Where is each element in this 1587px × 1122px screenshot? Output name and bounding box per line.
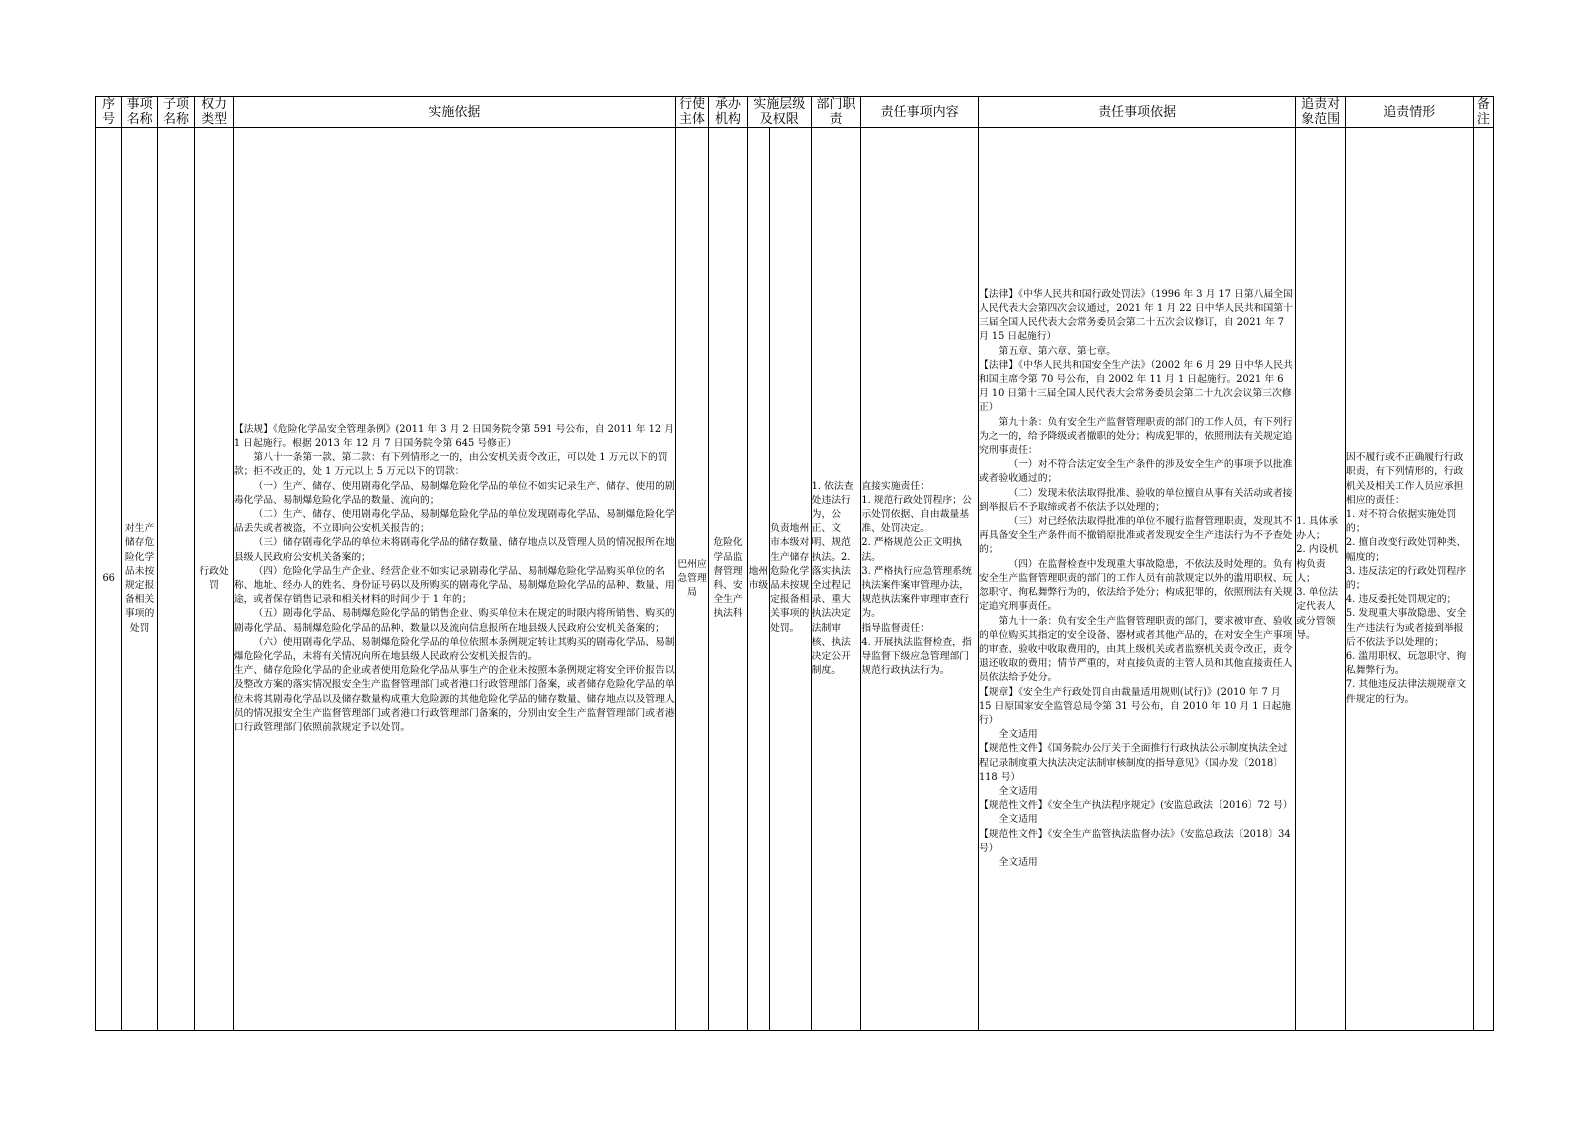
cell-power-type: 行政处罚 (195, 128, 234, 1031)
resp-basis-chapters: 第五章、第六章、第七章。 (998, 345, 1117, 357)
resp-content-line: 3. 严格执行应急管理系统执法案件案审管理办法，规范执法案件审理审查行为。 (861, 565, 972, 620)
resp-basis-law-2: 【法律】《中华人民共和国安全生产法》（2002 年 6 月 29 日中华人民共和国主席令第 70 号公布，自 2002 年 11 月 1 日起施行。2021 年 6 月 10 日第十三届全国人民代表大会常务委员会第二十九次会议第三次修正） (978, 359, 1293, 414)
cell-agency: 危险化学品监督管理科、安全生产执法科 (709, 128, 748, 1031)
cell-resp-content (861, 128, 979, 1031)
basis-item-2: （二）生产、储存、使用剧毒化学品、易制爆危险化学品的单位发现剧毒化学品、易制爆危险化学品丢失或者被盗，不立即向公安机关报告的； (233, 508, 675, 535)
cell-sub-name (157, 128, 195, 1031)
header-subject: 行使主体 (675, 97, 708, 128)
resp-basis-law-1: 【法律】《中华人民共和国行政处罚法》（1996 年 3 月 17 日第八届全国人民代表大会第四次会议通过，2021 年 1 月 22 日中华人民共和国第十三届全国人民代表大会常务委员会第二十五次会议修订，自 2021 年 7 月 15 日起施行） (978, 288, 1293, 343)
header-duty: 部门职责 (811, 97, 861, 128)
cell-item-name: 对生产储存危险化学品未按规定报备相关事项的处罚 (122, 128, 157, 1031)
situation-line: 1. 对不符合依据实施处罚的； (1345, 508, 1457, 535)
resp-basis-doc-1: 【规范性文件】《国务院办公厅关于全面推行行政执法公示制度执法全过程记录制度重大执法决定法制审核制度的指导意见》（国办发〔2018〕118 号） (978, 743, 1288, 783)
responsibility-table (95, 96, 1494, 1031)
resp-basis-item-1: （一）对不符合法定安全生产条件的涉及安全生产的事项予以批准或者验收通过的； (978, 459, 1293, 485)
resp-content-line: 4. 开展执法监督检查，指导监督下级应急管理部门规范行政执法行为。 (861, 636, 972, 677)
cell-subject: 巴州应急管理局 (675, 128, 708, 1031)
basis-item-5: （五）剧毒化学品、易制爆危险化学品的销售企业、购买单位未在规定的时限内将所销售、购买的剧毒化学品、易制爆危险化学品的品种、数量以及流向信息报所在地县级人民政府公安机关备案的； (233, 608, 675, 634)
resp-basis-item-3: （三）对已经依法取得批准的单位不履行监督管理职责，发现其不再具备安全生产条件而不撤销原批准或者发现安全生产违法行为不予查处的； (978, 516, 1293, 556)
situation-line: 因不履行或不正确履行行政职责，有下列情形的，行政机关及相关工作人员应承担相应的责任： (1345, 452, 1464, 506)
resp-content-line: 2. 严格规范公正文明执法。 (861, 537, 962, 563)
basis-item-4: （四）危险化学品生产企业、经营企业不如实记录剧毒化学品、易制爆危险化学品购买单位的名称、地址、经办人的姓名、身份证号码以及所购买的剧毒化学品、易制爆危险化学品的品种、数量、用途，或者保存销售记录和相关材料的时间少于 1 年的； (233, 565, 675, 606)
cell-duty: 1. 依法查处违法行为，公正、文明、规范执法。2. 落实执法全过程记录、重大执法决定法制审核、执法决定公开制度。 (811, 128, 861, 1031)
target-line: 2. 内设机构负责人； (1296, 544, 1339, 584)
basis-item-3: （三）储存剧毒化学品的单位未将剧毒化学品的储存数量、储存地点以及管理人员的情况报所在地县级人民政府公安机关备案的； (233, 537, 675, 563)
resp-content-line: 1. 规范行政处罚程序；公示处罚依据、自由裁量基准、处罚决定。 (861, 494, 972, 535)
resp-basis-article-90: 第九十条：负有安全生产监督管理职责的部门的工作人员，有下列行为之一的，给予降级或者撤职的处分；构成犯罪的，依照刑法有关规定追究刑事责任： (978, 416, 1293, 457)
cell-seq: 66 (96, 128, 122, 1031)
situation-line: 7. 其他违反法律法规规章文件规定的行为。 (1345, 679, 1467, 705)
header-item-name: 事项名称 (122, 97, 157, 128)
target-line: 3. 单位法定代表人或分管领导。 (1296, 587, 1339, 641)
cell-resp-basis (978, 128, 1295, 1031)
resp-basis-full-text: 全文适用 (998, 729, 1038, 741)
resp-basis-full-text: 全文适用 (998, 814, 1038, 826)
resp-basis-item-4: （四）在监督检查中发现重大事故隐患，不依法及时处理的。负有安全生产监督管理职责的部门的工作人员有前款规定以外的滥用职权、玩忽职守、徇私舞弊行为的，依法给予处分；构成犯罪的，依照刑法有关规定追究刑事责任。 (978, 558, 1293, 613)
situation-line: 2. 擅自改变行政处罚种类、幅度的； (1345, 537, 1467, 563)
header-power-type: 权力类型 (195, 97, 234, 128)
situation-line: 5. 发现重大事故隐患、安全生产违法行为或者接到举报后不依法予以处理的； (1345, 608, 1467, 648)
basis-paragraph-2: 生产、储存危险化学品的企业或者使用危险化学品从事生产的企业未按照本条例规定将安全评价报告以及整改方案的落实情况报安全生产监督管理部门或者港口行政管理部门备案，或者储存危险化学品的单位未将其剧毒化学品以及储存数量构成重大危险源的其他危险化学品的储存数量、储存地点以及管理人员的情况报安全生产监督管理部门或者港口行政管理部门备案的，分别由安全生产监督管理部门或者港口行政管理部门依照前款规定予以处罚。 (233, 665, 675, 734)
header-resp-basis: 责任事项依据 (978, 97, 1295, 128)
situation-line: 3. 违反法定的行政处罚程序的； (1345, 565, 1467, 591)
resp-basis-doc-2: 【规范性文件】《安全生产执法程序规定》(安监总政法〔2016〕72 号） (978, 800, 1293, 812)
table-row (96, 128, 1494, 1031)
header-basis: 实施依据 (233, 97, 675, 128)
resp-content-line: 指导监督责任： (861, 622, 930, 634)
resp-basis-article-91: 第九十一条：负有安全生产监督管理职责的部门，要求被审查、验收的单位购买其指定的安全设备、器材或者其他产品的，在对安全生产事项的审查、验收中收取费用的，由其上级机关或者监察机关责令改正，责令退还收取的费用；情节严重的，对直接负责的主管人员和其他直接责任人员依法给予处分。 (978, 615, 1293, 684)
resp-basis-full-text: 全文适用 (998, 785, 1038, 797)
header-target: 追责对象范围 (1296, 97, 1346, 128)
resp-basis-full-text: 全文适用 (998, 856, 1038, 868)
cell-level: 地州市级 (747, 128, 769, 1031)
header-remark: 备注 (1473, 97, 1493, 128)
situation-line: 6. 滥用职权、玩忽职守、徇私舞弊行为。 (1345, 651, 1467, 677)
cell-basis (233, 128, 675, 1031)
header-level: 实施层级及权限 (747, 97, 811, 128)
header-seq: 序号 (96, 97, 122, 128)
basis-source: 【法规】《危险化学品安全管理条例》(2011 年 3 月 2 日国务院令第 591 号公布，自 2011 年 12 月 1 日起施行。根据 2013 年 12 月 7 日国务院令第 645 号修正） (233, 423, 675, 449)
resp-content-line: 直接实施责任： (861, 480, 930, 492)
resp-basis-item-2: （二）发现未依法取得批准、验收的单位擅自从事有关活动或者接到举报后不予取缔或者不依法予以处理的； (978, 487, 1293, 513)
header-situations: 追责情形 (1345, 97, 1473, 128)
resp-basis-doc-3: 【规范性文件】《安全生产监管执法监督办法》（安监总政法〔2018〕34 号） (978, 828, 1291, 854)
basis-article: 第八十一条第一款、第二款：有下列情形之一的，由公安机关责令改正，可以处 1 万元以下的罚款；拒不改正的，处 1 万元以上 5 万元以下的罚款： (233, 452, 668, 478)
header-sub-name: 子项名称 (157, 97, 195, 128)
situation-line: 4. 违反委托处罚规定的； (1345, 594, 1457, 606)
cell-level-auth: 负责地州市本级对生产储存危险化学品未按规定报备相关事项的处罚。 (770, 128, 812, 1031)
resp-basis-rule: 【规章】《安全生产行政处罚自由裁量适用规则(试行)》(2010 年 7 月 15 日原国家安全监管总局令第 31 号公布，自 2010 年 10 月 1 日起施行） (978, 686, 1292, 726)
header-resp-content: 责任事项内容 (861, 97, 979, 128)
basis-item-6: （六）使用剧毒化学品、易制爆危险化学品的单位依照本条例规定转让其购买的剧毒化学品、易制爆危险化学品，未将有关情况向所在地县级人民政府公安机关报告的。 (233, 636, 675, 663)
header-row (96, 97, 1494, 128)
basis-item-1: （一）生产、储存、使用剧毒化学品、易制爆危险化学品的单位不如实记录生产、储存、使用的剧毒化学品、易制爆危险化学品的数量、流向的； (233, 480, 675, 506)
cell-remark (1473, 128, 1493, 1031)
header-agency: 承办机构 (709, 97, 748, 128)
target-line: 1. 具体承办人； (1296, 516, 1339, 542)
cell-situations (1345, 128, 1473, 1031)
cell-target (1296, 128, 1346, 1031)
